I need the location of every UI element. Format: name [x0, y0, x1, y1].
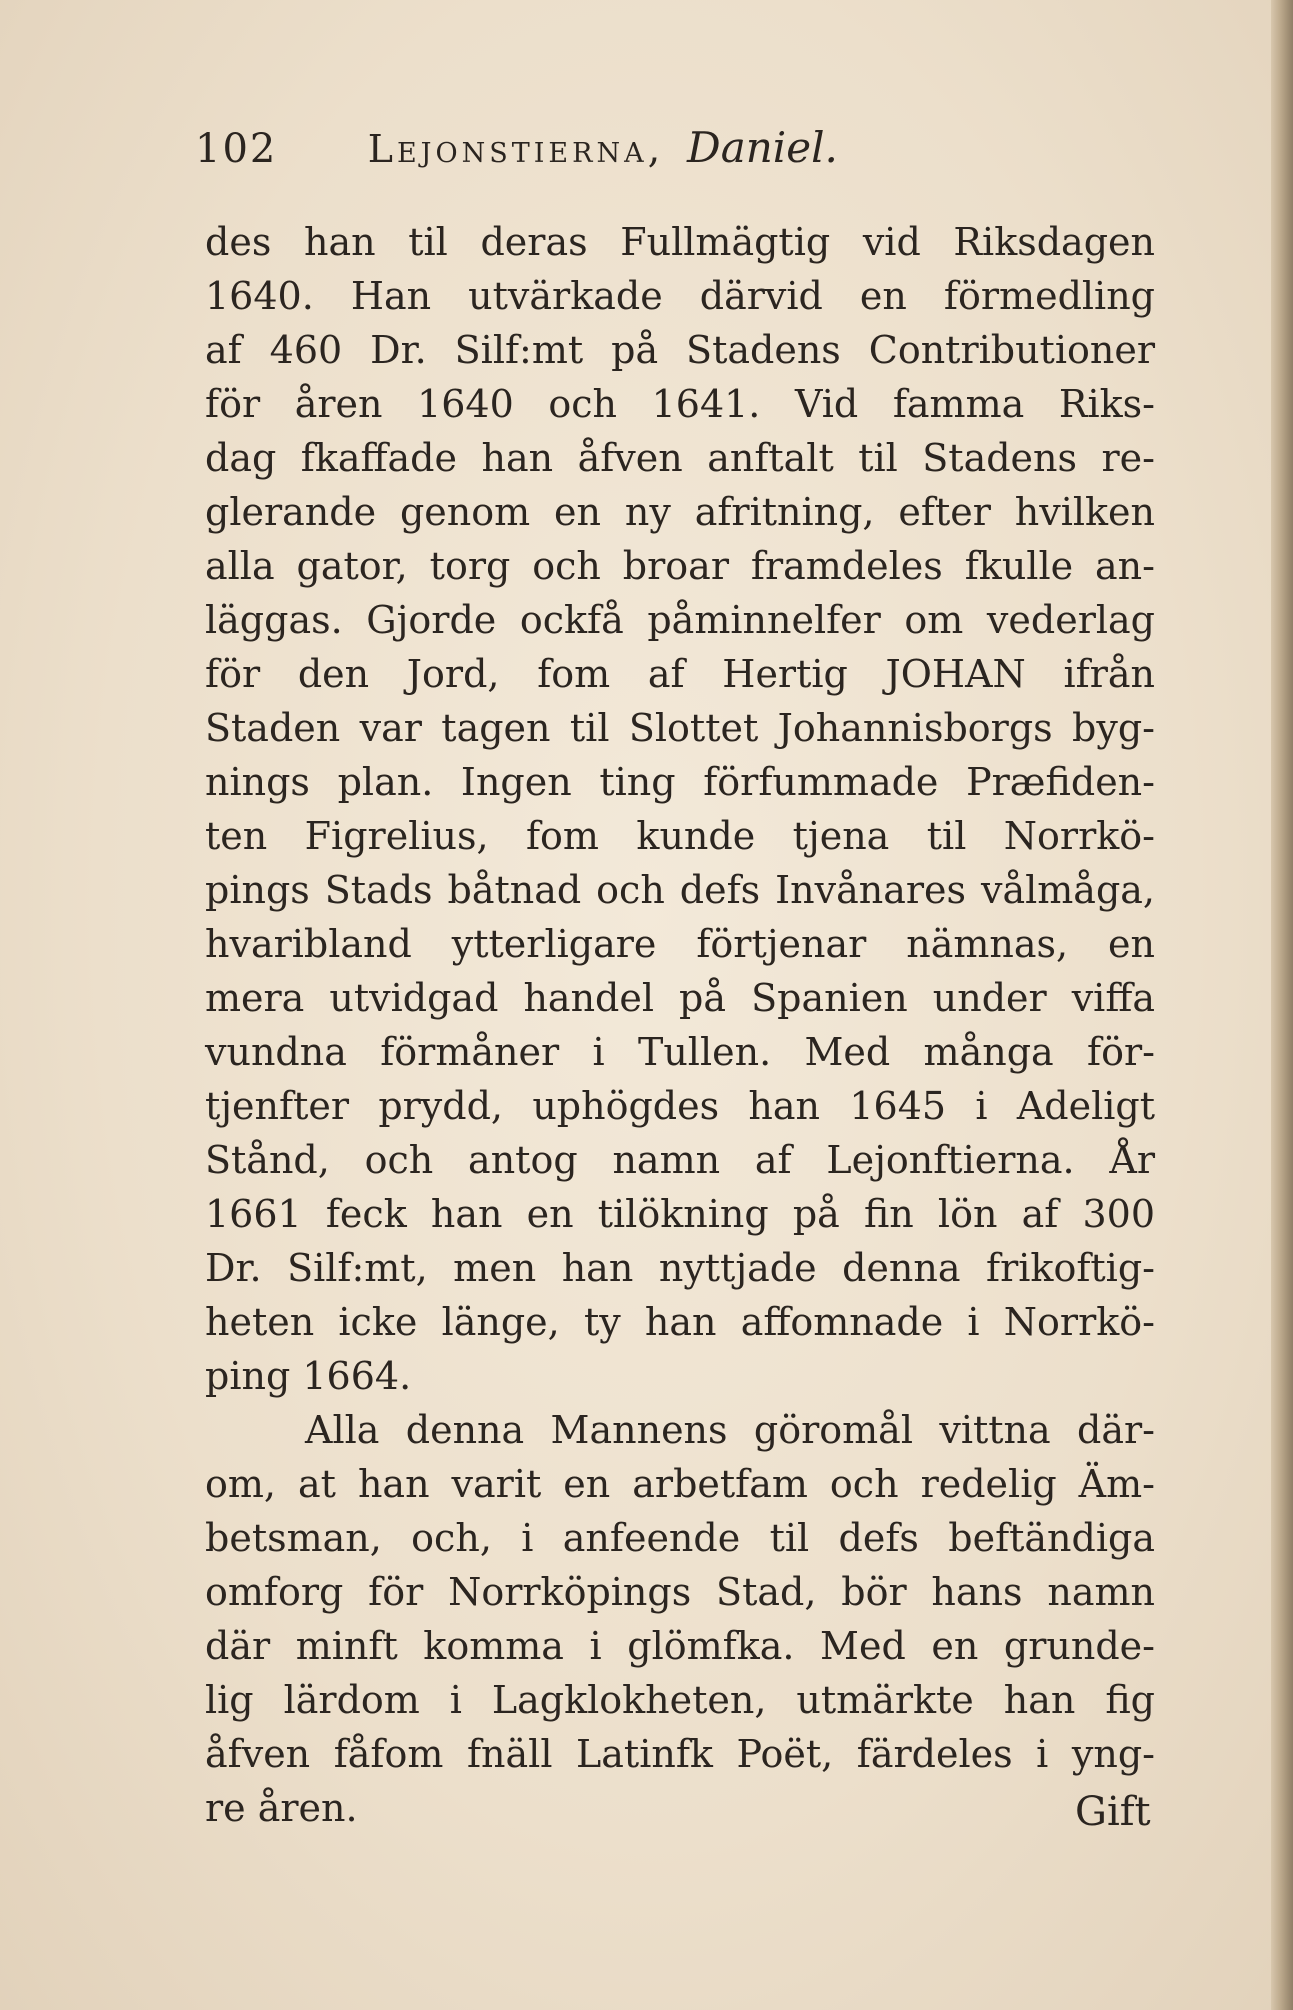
running-name: Daniel. — [687, 123, 838, 172]
text-line: betsman, och, i anfeende til defs beftändiga — [205, 1516, 1155, 1560]
text-line: Staden var tagen til Slottet Johannisborgs byg- — [205, 706, 1155, 750]
text-line: vundna förmåner i Tullen. Med många för- — [205, 1030, 1155, 1074]
text-line: re åren. — [205, 1786, 358, 1830]
text-line: des han til deras Fullmägtig vid Riksdagen — [205, 220, 1155, 264]
text-line: omforg för Norrköpings Stad, bör hans namn — [205, 1570, 1155, 1614]
text-line: Stånd, och antog namn af Lejonftierna. År — [205, 1138, 1155, 1182]
text-line: om, at han varit en arbetfam och redelig Äm- — [205, 1462, 1155, 1506]
text-line: af 460 Dr. Silf:mt på Stadens Contributioner — [205, 328, 1155, 372]
text-line: lig lärdom i Lagklokheten, utmärkte han fig — [205, 1678, 1155, 1722]
text-line: Alla denna Mannens göromål vittna där- — [305, 1408, 1155, 1452]
text-line: för åren 1640 och 1641. Vid famma Riks- — [205, 382, 1155, 426]
text-line: 1661 feck han en tilökning på fin lön af 300 — [205, 1192, 1155, 1236]
text-line: läggas. Gjorde ockfå påminnelfer om vederlag — [205, 598, 1155, 642]
text-line: ping 1664. — [205, 1354, 412, 1398]
running-header: 102 Lejonstierna, Daniel. — [195, 118, 1095, 178]
page-number: 102 — [195, 126, 278, 172]
text-line: Dr. Silf:mt, men han nyttjade denna frikoftig- — [205, 1246, 1155, 1290]
text-line: där minft komma i glömfka. Med en grunde- — [205, 1624, 1155, 1668]
page-edge — [1271, 0, 1293, 2010]
text-line: 1640. Han utvärkade därvid en förmedling — [205, 274, 1155, 318]
text-line: hvaribland ytterligare förtjenar nämnas, en — [205, 922, 1155, 966]
text-line: glerande genom en ny afritning, efter hvilken — [205, 490, 1155, 534]
text-line: pings Stads båtnad och defs Invånares vålmåga, — [205, 868, 1155, 912]
text-line: tjenfter prydd, uphögdes han 1645 i Adeligt — [205, 1084, 1155, 1128]
text-line: heten icke länge, ty han affomnade i Norrkö- — [205, 1300, 1155, 1344]
text-line: alla gator, torg och broar framdeles fkulle an- — [205, 544, 1155, 588]
catchword: Gift — [1075, 1789, 1151, 1835]
text-line: nings plan. Ingen ting förfummade Præfiden- — [205, 760, 1155, 804]
text-line: mera utvidgad handel på Spanien under viffa — [205, 976, 1155, 1020]
text-line: för den Jord, fom af Hertig JOHAN ifrån — [205, 652, 1155, 696]
running-title: Lejonstierna — [367, 127, 648, 171]
text-line: ten Figrelius, fom kunde tjena til Norrkö- — [205, 814, 1155, 858]
text-line: dag fkaffade han åfven anftalt til Stadens re- — [205, 436, 1155, 480]
text-line: åfven fåfom fnäll Latinfk Poët, färdeles i yng- — [205, 1732, 1155, 1776]
body-text — [205, 215, 1155, 1835]
